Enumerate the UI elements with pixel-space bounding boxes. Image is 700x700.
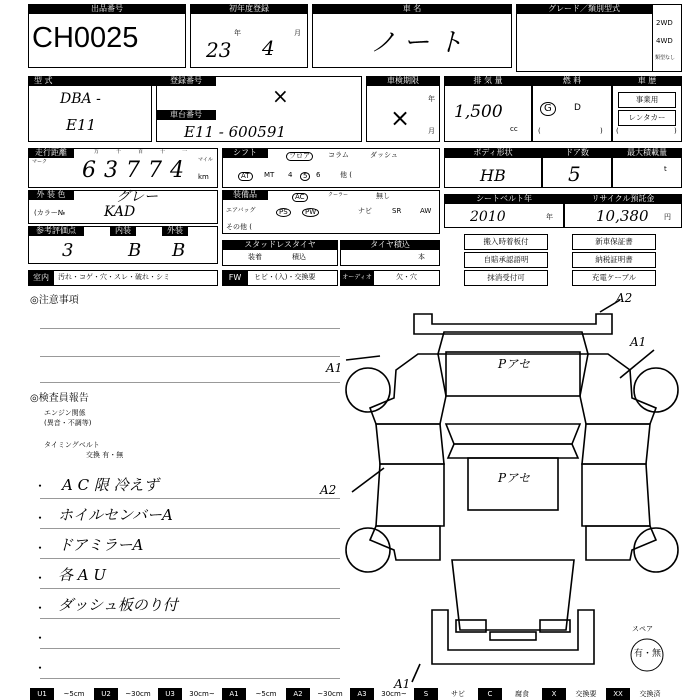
equip-navi: ナビ	[358, 207, 372, 215]
right-headlight	[540, 620, 570, 632]
shift-column: コラム	[328, 151, 349, 159]
bullet: ・	[34, 601, 47, 615]
mileage-unit: 千	[116, 149, 122, 155]
equip-ps: PS	[276, 208, 291, 217]
interior-value: B	[128, 240, 142, 261]
fuel-d-option: D	[574, 103, 581, 113]
note-line	[40, 588, 340, 589]
damage-mark-bottom: A1	[394, 677, 411, 691]
equip-pw: PW	[302, 208, 319, 217]
tire-load-label: タイヤ積込	[340, 240, 440, 250]
mileage-label: 走行距離	[28, 148, 74, 158]
fuel-g-option: G	[540, 102, 556, 116]
mileage-digit: 6	[82, 158, 96, 183]
legend-desc: ~5cm	[63, 690, 85, 698]
left-headlight	[456, 620, 486, 632]
audio-options: 欠・穴	[396, 273, 417, 281]
mileage-digit: 7	[148, 158, 162, 183]
fw-options: ヒビ・(入)・交換要	[254, 273, 316, 281]
hood-note: Pアセ	[498, 471, 530, 485]
score-value: 3	[62, 240, 74, 261]
fuel-label: 燃 料	[532, 76, 612, 86]
mileage-sub: マーク	[32, 159, 48, 165]
note-line	[40, 558, 340, 559]
caution-line	[40, 382, 340, 383]
exterior-value: B	[172, 240, 186, 261]
mileage-unit: 万	[94, 149, 100, 155]
bullet: ・	[34, 541, 47, 555]
equip-cooler: クーラー	[328, 192, 349, 198]
color-value: グレー	[116, 189, 158, 205]
inspector-label: ◎検査員報告	[30, 393, 89, 404]
fuel-paren-right: )	[600, 127, 603, 135]
spare-label: スペア	[632, 625, 653, 633]
shift-4: 4	[288, 171, 293, 179]
note-line	[40, 678, 340, 679]
windshield	[448, 444, 578, 458]
model-label: 型 式	[28, 76, 158, 86]
interior-notes: 汚れ・コゲ・穴・スレ・破れ・シミ	[58, 273, 170, 281]
right-rear-wheel	[634, 368, 678, 412]
engine-sub: (異音・不調等)	[44, 419, 92, 427]
audio-label: オーディオ	[340, 270, 374, 286]
equip-other: その他 (	[226, 223, 252, 231]
inspector-note: ダッシュ板のり付	[58, 596, 178, 614]
first-reg-year: 23	[206, 38, 232, 62]
seatbelt-unit: 年	[546, 213, 553, 221]
seatbelt-label: シートベルト年	[444, 194, 564, 204]
caution-line	[40, 328, 340, 329]
legend-desc: 交換要	[575, 690, 597, 698]
inspector-note: A C 限 冷えず	[62, 476, 159, 494]
model-value-2: E11	[66, 116, 97, 134]
doc-warranty: 新車保証書	[572, 234, 656, 250]
legend-desc: 交換済	[639, 690, 661, 698]
inspection-year: 年	[428, 95, 435, 103]
equip-none: 無し	[376, 192, 390, 200]
right-front-fender	[586, 526, 656, 560]
legend-code: A3	[350, 688, 374, 700]
capacity-unit: t	[664, 165, 667, 173]
shift-other: 他 (	[340, 171, 352, 179]
seatbelt-value: 2010	[470, 209, 506, 225]
inspector-note: ホイルセンバーA	[58, 506, 173, 524]
color-no-label: (カラー№	[34, 209, 66, 217]
chassis-label: 車台番号	[156, 110, 216, 120]
bullet: ・	[34, 661, 47, 675]
mileage-km: km	[198, 173, 209, 181]
mileage-digit: 7	[126, 158, 140, 183]
shift-mt: MT	[264, 171, 275, 179]
bullet: ・	[34, 571, 47, 585]
engine-label: エンジン関係	[44, 409, 86, 417]
usage-paren-right: )	[674, 127, 677, 135]
doc-carry-in: 搬入時着板付	[464, 234, 548, 250]
legend-desc: 腐食	[515, 690, 529, 698]
model-value-1: DBA -	[60, 91, 101, 107]
shift-dash: ダッシュ	[370, 151, 398, 159]
right-front-wheel	[634, 528, 678, 572]
damage-mark-right-fender: A1	[630, 335, 647, 349]
left-front-fender	[370, 526, 440, 560]
mark-line	[352, 468, 384, 492]
damage-mark-front-right: A2	[616, 291, 633, 305]
equip-sr: SR	[392, 207, 402, 215]
mark-line	[346, 356, 380, 360]
legend-desc: ~5cm	[255, 690, 277, 698]
mark-line	[412, 664, 420, 682]
right-quarter	[580, 354, 656, 424]
interior-label: 内装	[110, 226, 136, 236]
inspector-note: ドアミラーA	[58, 536, 144, 554]
first-reg-year-unit: 年	[234, 29, 241, 37]
usage-business: 事業用	[618, 92, 676, 108]
legend-code: A1	[222, 688, 246, 700]
drive-4wd: 4WD	[656, 37, 673, 45]
roof-note: Pアセ	[498, 357, 530, 371]
legend-code: XX	[606, 688, 630, 700]
bullet: ・	[34, 479, 47, 493]
caution-label: ◎注意事項	[30, 295, 79, 306]
inspector-note: 各 A U	[58, 566, 107, 584]
legend-code: A2	[286, 688, 310, 700]
note-line	[40, 498, 340, 499]
engine-hood	[452, 560, 574, 630]
fw-label: FW	[222, 270, 248, 286]
car-name-value: ノート	[370, 28, 472, 58]
timing-options: 交換 有・無	[86, 451, 124, 459]
displacement-label: 排 気 量	[444, 76, 532, 86]
doc-cancel: 抹消受付可	[464, 270, 548, 286]
color-label: 外 装 色	[28, 190, 74, 200]
grade-label: グレード／類別型式	[516, 4, 652, 14]
inspection-label: 車検期限	[366, 76, 440, 86]
equip-label: 装備品	[222, 190, 268, 200]
mileage-mile: マイル	[198, 157, 213, 163]
stud-tire-label: スタッドレスタイヤ	[222, 240, 338, 250]
inspection-value: ×	[390, 104, 411, 132]
note-line	[40, 648, 340, 649]
shift-floor: フロア	[286, 152, 313, 161]
usage-label: 車 歴	[612, 76, 682, 86]
legend-code: U2	[94, 688, 118, 700]
legend-code: S	[414, 688, 438, 700]
legend-code: U3	[158, 688, 182, 700]
timing-label: タイミングベルト	[44, 441, 100, 449]
recycle-label: リサイクル預託金	[564, 194, 682, 204]
drive-2wd: 2WD	[656, 19, 673, 27]
body-value: HB	[480, 166, 506, 185]
legend-desc: 30cm~	[189, 690, 215, 698]
left-front-wheel	[346, 528, 390, 572]
equip-ac: AC	[292, 193, 308, 202]
lot-label: 出品番号	[28, 4, 186, 14]
reg-no-value: ×	[272, 84, 289, 108]
capacity-label: 最大積載量	[612, 148, 682, 158]
front-bumper	[432, 610, 594, 664]
legend-code: U1	[30, 688, 54, 700]
bullet: ・	[34, 631, 47, 645]
stud-tire-loaded: 積込	[292, 253, 306, 261]
equip-airbag: エアバッグ	[226, 207, 256, 214]
right-front-door	[582, 464, 650, 526]
ref-score-label: 参考評価点	[28, 226, 84, 236]
left-rear-wheel	[346, 368, 390, 412]
doors-value: 5	[568, 162, 581, 186]
displacement-value: 1,500	[454, 102, 503, 122]
usage-rental: レンタカー	[618, 110, 676, 126]
exterior-label: 外装	[162, 226, 188, 236]
legend-desc: ~30cm	[125, 690, 151, 698]
mileage-unit: 百	[138, 149, 144, 155]
left-quarter	[370, 354, 446, 424]
shift-label: シフト	[222, 148, 268, 158]
mileage-unit: 十	[160, 149, 166, 155]
tire-load-unit: 本	[418, 253, 425, 261]
shift-5: 5	[300, 172, 310, 181]
first-reg-month-unit: 月	[294, 29, 301, 37]
stud-tire-mounted: 装着	[248, 253, 262, 261]
damage-mark-left-door: A2	[320, 483, 337, 497]
shift-at: AT	[238, 172, 253, 181]
displacement-unit: cc	[510, 125, 518, 133]
recycle-value: 10,380	[596, 207, 649, 225]
first-reg-month: 4	[262, 36, 275, 60]
usage-paren-left: (	[616, 127, 619, 135]
spare-value: 有・無	[634, 649, 662, 659]
grille	[490, 632, 536, 640]
rear-hatch	[438, 332, 588, 354]
rear-bumper	[414, 314, 612, 334]
right-rear-door	[582, 424, 650, 464]
chassis-value: E11 - 600591	[184, 123, 286, 141]
body-label: ボディ形状	[444, 148, 542, 158]
legend-desc: 30cm~	[381, 690, 407, 698]
legend-code: X	[542, 688, 566, 700]
car-name-label: 車 名	[312, 4, 512, 14]
mileage-digit: 4	[170, 158, 184, 183]
damage-mark-left-fender: A1	[326, 361, 343, 375]
equip-aw: AW	[420, 207, 432, 215]
inspection-month: 月	[428, 127, 435, 135]
roof-center	[446, 424, 580, 444]
doc-insurance: 自賠承認語明	[464, 252, 548, 268]
drive-none: 類型なし	[655, 55, 676, 61]
legend-desc: サビ	[451, 690, 465, 698]
fuel-paren-left: (	[538, 127, 541, 135]
left-rear-door	[376, 424, 444, 464]
legend-code: C	[478, 688, 502, 700]
shift-6: 6	[316, 171, 321, 179]
interior-notes-label: 室内	[28, 270, 54, 286]
bullet: ・	[34, 511, 47, 525]
color-no-value: KAD	[104, 204, 136, 220]
lot-number: CH0025	[32, 22, 139, 54]
left-front-door	[376, 464, 444, 526]
doc-tax: 納税証明書	[572, 252, 656, 268]
mileage-digit: 3	[104, 158, 118, 183]
first-reg-label: 初年度登録	[190, 4, 308, 14]
recycle-unit: 円	[664, 213, 671, 221]
reg-no-label: 登録番号	[156, 76, 216, 86]
caution-line	[40, 356, 340, 357]
note-line	[40, 528, 340, 529]
legend-desc: ~30cm	[317, 690, 343, 698]
doors-label: ドア数	[542, 148, 612, 158]
mileage-unit: 一	[182, 149, 188, 155]
doc-charge-cable: 充電ケーブル	[572, 270, 656, 286]
mark-line	[620, 350, 654, 378]
note-line	[40, 618, 340, 619]
